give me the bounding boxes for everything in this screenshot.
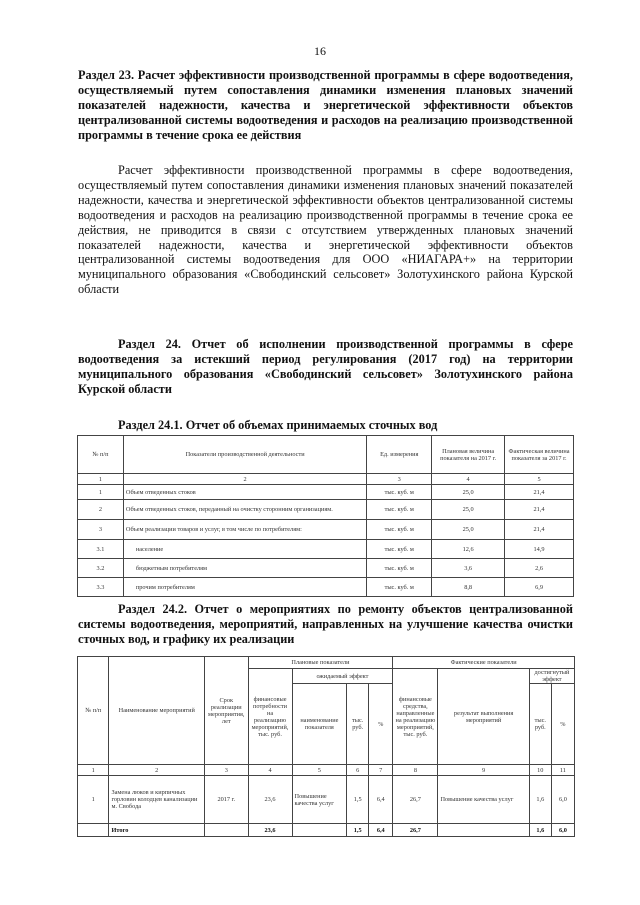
header-term: Срок реализации мероприятия, лет <box>205 657 249 765</box>
header-cell: Плановая величина показателя на 2017 г. <box>432 436 505 474</box>
header-cell: Показатели производственной деятельности <box>123 436 366 474</box>
header-percent: % <box>369 684 393 765</box>
table-row: 3.1 население тыс. куб. м 12,6 14,9 <box>78 540 574 559</box>
header-cell: Фактическая величина показателя за 2017 г. <box>505 436 574 474</box>
section-24-heading: Раздел 24. Отчет об исполнении производственной программы в сфере водоотведения за истекший период регулирования (2017 год) на территории муниципального образования «Свободинский сельсовет» Золотухинского района Курской области <box>78 337 573 396</box>
column-number: 1 <box>78 474 124 485</box>
column-number: 5 <box>505 474 574 485</box>
header-num: № п/п <box>78 657 109 765</box>
header-planned: Плановые показатели <box>248 657 393 669</box>
repair-measures-table <box>77 656 575 837</box>
header-fin-plan: финансовые потребности на реализацию мероприятий, тыс. руб. <box>248 669 292 765</box>
section-24-2-heading: Раздел 24.2. Отчет о мероприятиях по ремонту объектов централизованной системы водоотведения, мероприятий, направленных на улучшение качества очистки сточных вод, и графику их реализации <box>78 602 573 646</box>
header-fin-actual: финансовые средства, направленные на реализацию мероприятий, тыс. руб. <box>393 669 438 765</box>
section-23-heading: Раздел 23. Расчет эффективности производственной программы в сфере водоотведения, осуществляемый путем сопоставления динамики изменения плановых значений показателей надежности, качества и энергетической эффективности объектов централизованной системы водоотведения и расходов на реализацию производственной программы в течение срока ее действия <box>78 68 573 142</box>
header-percent-2: % <box>551 684 574 765</box>
table-row: 1 Замена люков и кирпичных горловин колодцев канализации м. Свобода 2017 г. 23,6 Повышение качества услуг 1,5 6,4 26,7 Повышение качества услуг 1,6 6,0 <box>78 776 575 824</box>
column-number: 3 <box>367 474 432 485</box>
header-result: результат выполнения мероприятий <box>438 669 529 765</box>
column-number-row: 1 2 3 4 5 6 7 8 9 10 11 <box>78 765 575 776</box>
header-achieved-effect: достигнутый эффект <box>529 669 574 684</box>
table-row: 3.3 прочим потребителям тыс. куб. м 8,8 6,9 <box>78 578 574 597</box>
header-actual: Фактические показатели <box>393 657 575 669</box>
table-row: 1 Объем отведенных стоков тыс. куб. м 25,0 21,4 <box>78 485 574 500</box>
sewage-volume-table <box>77 435 574 597</box>
section-23-body: Расчет эффективности производственной программы в сфере водоотведения, осуществляемый путем сопоставления динамики изменения плановых значений показателей надежности, качества и энергетической эффективности объектов централизованной системы водоотведения и расходов на реализацию производственной программы в течение срока ее действия, не приводится в связи с отсутствием утвержденных плановых значений показателей надежности, качества и энергетической эффективности объектов централизованной системы водоотведения для ООО «НИАГАРА+» на территории муниципального образования «Свободинский сельсовет» Золотухинского района Курской области <box>78 163 573 297</box>
header-name: Наименование мероприятий <box>109 657 205 765</box>
total-row: Итого 23,6 1,5 6,4 26,7 1,6 6,0 <box>78 824 575 837</box>
column-number: 2 <box>123 474 366 485</box>
header-expected-effect: ожидаемый эффект <box>292 669 393 684</box>
column-number: 4 <box>432 474 505 485</box>
header-cell: Ед. измерения <box>367 436 432 474</box>
table-row: 3.2 бюджетным потребителям тыс. куб. м 3,6 2,6 <box>78 559 574 578</box>
header-thousand-2: тыс. руб. <box>529 684 551 765</box>
page-number: 16 <box>314 44 326 58</box>
table-row: 3 Объем реализации товаров и услуг, в том числе по потребителям: тыс. куб. м 25,0 21,4 <box>78 520 574 540</box>
header-effect-name: наименование показателя <box>292 684 347 765</box>
table-row: 2 Объем отведенных стоков, переданный на очистку сторонним организациям. тыс. куб. м 25,0 21,4 <box>78 500 574 520</box>
header-cell: № п/п <box>78 436 124 474</box>
header-thousand: тыс. руб. <box>347 684 369 765</box>
section-24-1-heading: Раздел 24.1. Отчет об объемах принимаемых сточных вод <box>118 418 438 432</box>
column-number-row <box>78 474 574 485</box>
table-header-row <box>78 436 574 474</box>
